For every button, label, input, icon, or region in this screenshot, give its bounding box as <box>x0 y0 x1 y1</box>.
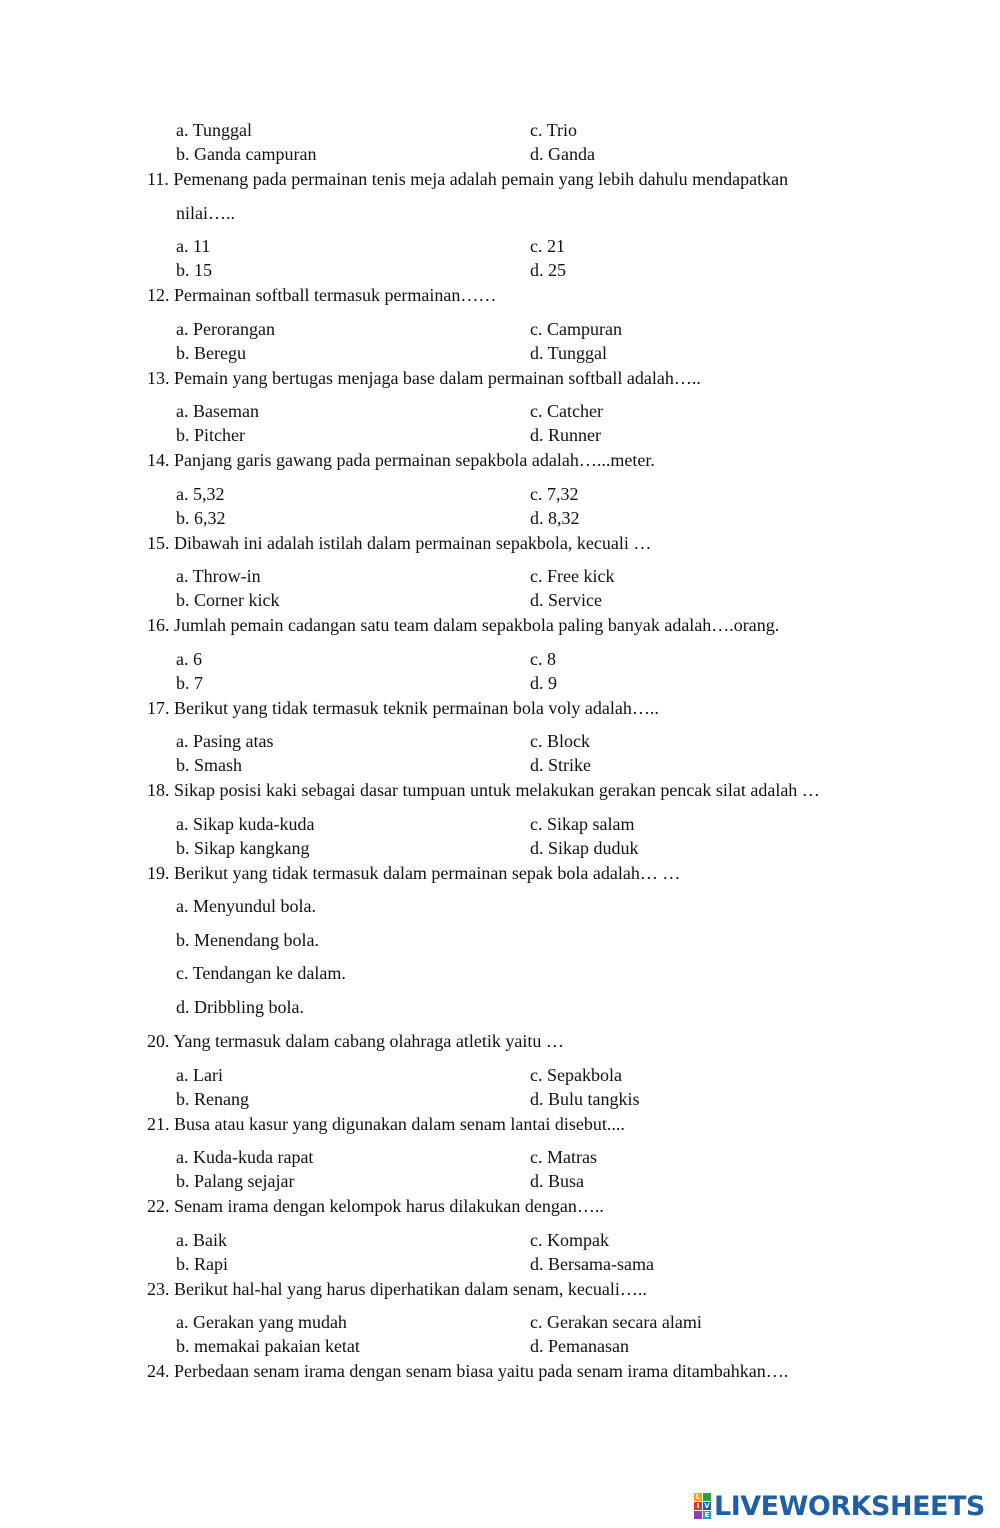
logo-mark-cell: E <box>704 1511 710 1519</box>
answer-option: c. Kompak <box>530 1230 609 1250</box>
question-text: 21. Busa atau kasur yang digunakan dalam senam lantai disebut.... <box>147 1114 625 1134</box>
answer-option: d. Busa <box>530 1171 584 1191</box>
answer-option: c. Tendangan ke dalam. <box>176 963 346 983</box>
question-text: 20. Yang termasuk dalam cabang olahraga atletik yaitu … <box>147 1031 564 1051</box>
question-text: 22. Senam irama dengan kelompok harus dilakukan dengan….. <box>147 1196 604 1216</box>
answer-option: b. Pitcher <box>176 425 245 445</box>
question-text: 16. Jumlah pemain cadangan satu team dalam sepakbola paling banyak adalah….orang. <box>147 615 780 635</box>
answer-option: a. 6 <box>176 649 202 669</box>
answer-option: a. Baik <box>176 1230 227 1250</box>
logo-mark-cell <box>694 1511 702 1519</box>
logo-mark-cell: V <box>704 1502 710 1510</box>
answer-option: a. Kuda-kuda rapat <box>176 1147 314 1167</box>
question-text: 18. Sikap posisi kaki sebagai dasar tumpuan untuk melakukan gerakan pencak silat adalah … <box>147 780 820 800</box>
answer-option: d. 9 <box>530 673 557 693</box>
answer-option: a. Pasing atas <box>176 731 274 751</box>
answer-option: a. Lari <box>176 1065 223 1085</box>
answer-option: d. Ganda <box>530 144 595 164</box>
answer-option: a. Throw-in <box>176 566 261 586</box>
answer-option: d. Service <box>530 590 602 610</box>
answer-option: d. 25 <box>530 260 566 280</box>
answer-option: c. 21 <box>530 236 565 256</box>
answer-option: b. 6,32 <box>176 508 226 528</box>
answer-option: b. Renang <box>176 1089 249 1109</box>
question-text: 14. Panjang garis gawang pada permainan sepakbola adalah…...meter. <box>147 450 655 470</box>
answer-option: d. Pemanasan <box>530 1336 629 1356</box>
answer-option: b. Rapi <box>176 1254 228 1274</box>
answer-option: d. Sikap duduk <box>530 838 639 858</box>
answer-option: a. Gerakan yang mudah <box>176 1312 347 1332</box>
answer-option: c. 8 <box>530 649 556 669</box>
question-text: 17. Berikut yang tidak termasuk teknik permainan bola voly adalah….. <box>147 698 659 718</box>
question-text-continued: nilai….. <box>176 203 235 223</box>
logo-mark-cell <box>703 1493 711 1501</box>
question-text: 24. Perbedaan senam irama dengan senam biasa yaitu pada senam irama ditambahkan…. <box>147 1361 789 1381</box>
answer-option: c. 7,32 <box>530 484 579 504</box>
answer-option: b. 15 <box>176 260 212 280</box>
answer-option: a. 11 <box>176 236 211 256</box>
answer-option: c. Block <box>530 731 590 751</box>
answer-option: d. Runner <box>530 425 601 445</box>
answer-option: b. Corner kick <box>176 590 280 610</box>
answer-option: b. Palang sejajar <box>176 1171 295 1191</box>
liveworksheets-logo-icon <box>694 1493 711 1519</box>
answer-option: d. 8,32 <box>530 508 580 528</box>
question-text: 11. Pemenang pada permainan tenis meja adalah pemain yang lebih dahulu mendapatkan <box>147 169 789 189</box>
answer-option: c. Campuran <box>530 319 622 339</box>
answer-option: d. Tunggal <box>530 343 608 363</box>
logo-mark-cell: L <box>695 1493 701 1501</box>
answer-option: b. memakai pakaian ketat <box>176 1336 360 1356</box>
answer-option: a. Menyundul bola. <box>176 896 316 916</box>
answer-option: d. Dribbling bola. <box>176 997 304 1017</box>
answer-option: b. 7 <box>176 673 203 693</box>
question-text: 13. Pemain yang bertugas menjaga base dalam permainan softball adalah….. <box>147 368 701 388</box>
answer-option: b. Ganda campuran <box>176 144 317 164</box>
logo-mark-cell: I <box>694 1502 702 1510</box>
answer-option: d. Bersama-sama <box>530 1254 654 1274</box>
answer-option: c. Sikap salam <box>530 814 635 834</box>
answer-option: d. Strike <box>530 755 591 775</box>
question-text: 15. Dibawah ini adalah istilah dalam permainan sepakbola, kecuali … <box>147 533 652 553</box>
liveworksheets-logo <box>694 1489 985 1523</box>
answer-option: a. 5,32 <box>176 484 225 504</box>
answer-option: b. Menendang bola. <box>176 930 319 950</box>
logo-text: LIVEWORKSHEETS <box>714 1490 985 1522</box>
answer-option: b. Beregu <box>176 343 246 363</box>
question-text: 19. Berikut yang tidak termasuk dalam permainan sepak bola adalah… … <box>147 863 681 883</box>
answer-option: a. Perorangan <box>176 319 275 339</box>
answer-option: b. Smash <box>176 755 243 775</box>
answer-option: c. Matras <box>530 1147 597 1167</box>
answer-option: c. Gerakan secara alami <box>530 1312 702 1332</box>
question-text: 23. Berikut hal-hal yang harus diperhatikan dalam senam, kecuali….. <box>147 1279 647 1299</box>
answer-option: c. Free kick <box>530 566 615 586</box>
answer-option: b. Sikap kangkang <box>176 838 310 858</box>
answer-option: c. Sepakbola <box>530 1065 622 1085</box>
answer-option: a. Sikap kuda-kuda <box>176 814 315 834</box>
answer-option: c. Catcher <box>530 401 603 421</box>
answer-option: a. Baseman <box>176 401 259 421</box>
answer-option: a. Tunggal <box>176 120 253 140</box>
question-text: 12. Permainan softball termasuk permainan…… <box>147 285 497 305</box>
answer-option: c. Trio <box>530 120 578 140</box>
answer-option: d. Bulu tangkis <box>530 1089 640 1109</box>
